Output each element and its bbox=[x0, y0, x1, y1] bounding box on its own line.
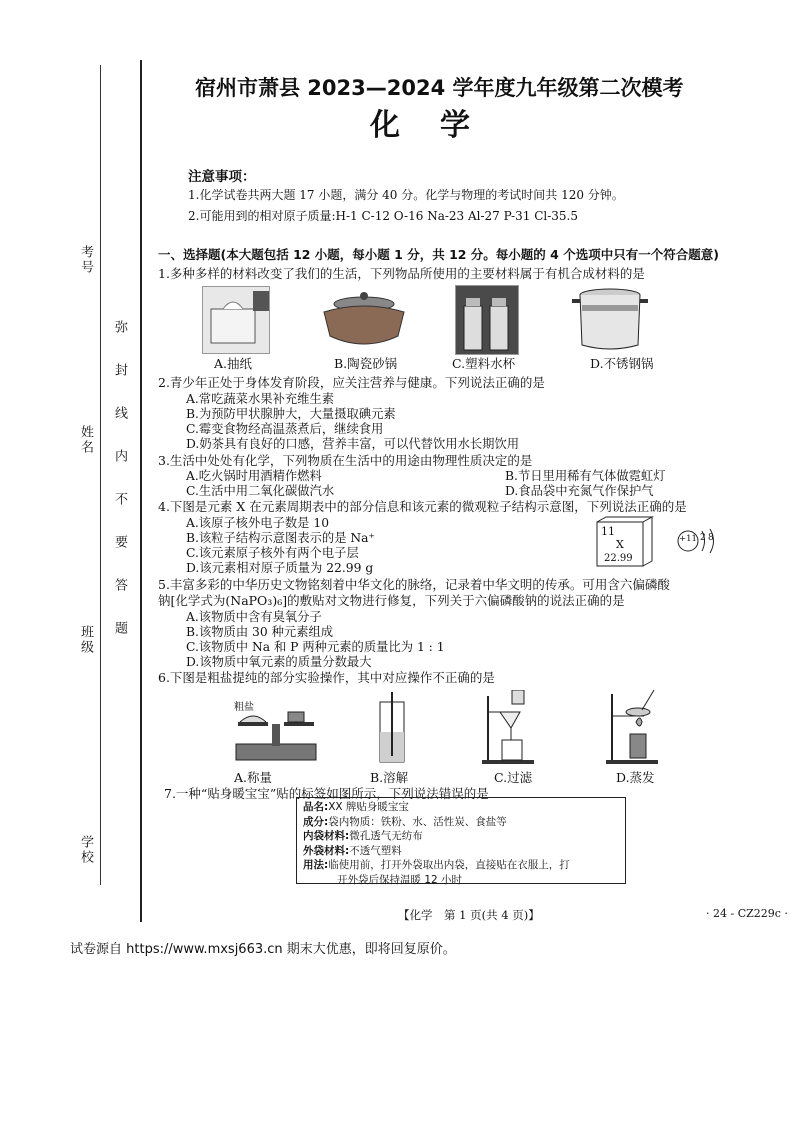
class-label: 班级 bbox=[78, 625, 93, 655]
q3-stem: 3.生活中处处有化学，下列物质在生活中的用途由物理性质决定的是 bbox=[158, 453, 533, 468]
q5-option-d: D.该物质中氧元素的质量分数最大 bbox=[186, 655, 372, 669]
label-row-usage: 用法:临使用前，打开外袋取出内袋，直接贴在衣服上，打 bbox=[303, 859, 570, 871]
q5-stem-line2: 钠[化学式为(NaPO₃)₆]的敷贴对文物进行修复，下列关于六偏磷酸钠的说法正确的是 bbox=[158, 593, 625, 608]
q5-option-b: B.该物质由 30 种元素组成 bbox=[186, 625, 334, 639]
label-row-inner-bag: 内袋材料:微孔透气无纺布 bbox=[303, 830, 423, 842]
q6-option-a: A.称量 bbox=[234, 770, 273, 785]
q3-option-d: D.食品袋中充氮气作保护气 bbox=[505, 484, 654, 498]
periodic-cell bbox=[596, 516, 654, 568]
coarse-salt-label: 粗盐 bbox=[234, 702, 254, 713]
label-row-name: 品名:XX 牌贴身暖宝宝 bbox=[303, 801, 409, 813]
label-row-usage-cont: 开外袋后保持温暖 12 小时 bbox=[337, 873, 463, 886]
label-row-ingredients: 成分:袋内物质：铁粉、水、活性炭、食盐等 bbox=[303, 815, 507, 828]
q3-option-c: C.生活中用二氧化碳做汽水 bbox=[186, 484, 335, 498]
note-1: 1.化学试卷共两大题 17 小题，满分 40 分。化学与物理的考试时间共 120 分钟。 bbox=[188, 188, 624, 202]
q7-stem: 7.一种“贴身暖宝宝”贴的标签如图所示，下列说法错误的是 bbox=[164, 786, 489, 801]
q1-option-c: C.塑料水杯 bbox=[452, 356, 516, 371]
q6-option-d: D.蒸发 bbox=[616, 770, 655, 785]
label-row-outer-bag: 外袋材料:不透气塑料 bbox=[303, 844, 402, 857]
school-label: 学校 bbox=[78, 835, 93, 865]
atom-structure-diagram bbox=[676, 528, 726, 554]
q3-option-a: A.吃火锅时用酒精作燃料 bbox=[186, 469, 322, 483]
atomic-mass: 22.99 bbox=[604, 553, 633, 564]
q1-option-b: B.陶瓷砂锅 bbox=[334, 356, 398, 371]
q6-stem: 6.下图是粗盐提纯的部分实验操作，其中对应操作不正确的是 bbox=[158, 670, 495, 685]
q5-option-c: C.该物质中 Na 和 P 两种元素的质量比为 1 : 1 bbox=[186, 640, 445, 654]
source-note: 试卷源自 https://www.mxsj663.cn 期末大优惠，即将回复原价。 bbox=[70, 942, 456, 957]
atomic-number: 11 bbox=[601, 525, 615, 538]
q4-option-c: C.该元素原子核外有两个电子层 bbox=[186, 546, 359, 560]
section-heading: 一、选择题(本大题包括 12 小题，每小题 1 分，共 12 分。每小题的 4 个选项中只有一个符合题意) bbox=[158, 247, 719, 262]
name-label: 姓名 bbox=[78, 425, 93, 455]
q2-option-c: C.霉变食物经高温蒸煮后，继续食用 bbox=[186, 422, 384, 436]
q2-option-b: B.为预防甲状腺肿大，大量摄取碘元素 bbox=[186, 407, 396, 421]
nucleus-charge: +11 bbox=[679, 534, 697, 544]
q1-option-d: D.不锈钢锅 bbox=[590, 356, 654, 371]
page-footer: 【化学 第 1 页(共 4 页)】 bbox=[398, 908, 540, 922]
q3-option-b: B.节日里用稀有气体做霓虹灯 bbox=[505, 469, 666, 483]
q1-option-a: A.抽纸 bbox=[214, 356, 253, 371]
q4-option-d: D.该元素相对原子质量为 22.99 g bbox=[186, 561, 374, 575]
q6-option-c: C.过滤 bbox=[494, 770, 533, 785]
shell-1-electrons: 2 bbox=[700, 533, 706, 543]
dissolve-diagram bbox=[368, 692, 416, 766]
binding-line-inner bbox=[140, 60, 142, 922]
tissue-image bbox=[202, 286, 270, 354]
q4-option-a: A.该原子核外电子数是 10 bbox=[186, 516, 330, 530]
q2-option-d: D.奶茶具有良好的口感，营养丰富，可以代替饮用水长期饮用 bbox=[186, 437, 520, 451]
evaporate-diagram bbox=[606, 688, 658, 766]
notes-title: 注意事项： bbox=[188, 169, 256, 185]
exam-title: 宿州市萧县 2023—2024 学年度九年级第二次模考 bbox=[195, 76, 684, 100]
filter-diagram bbox=[480, 690, 536, 766]
q6-option-b: B.溶解 bbox=[370, 770, 409, 785]
subject-title: 化学 bbox=[370, 108, 510, 143]
clay-pot-image bbox=[318, 290, 410, 350]
q1-stem: 1.多种多样的材料改变了我们的生活，下列物品所使用的主要材料属于有机合成材料的是 bbox=[158, 266, 645, 281]
steel-pot-image bbox=[572, 285, 648, 353]
seal-warning: 弥封线内不要答题 bbox=[112, 320, 127, 664]
hand-warmer-label bbox=[296, 797, 626, 884]
element-symbol: X bbox=[616, 538, 624, 551]
q4-option-b: B.该粒子结构示意图表示的是 Na⁺ bbox=[186, 531, 375, 545]
shell-2-electrons: 8 bbox=[708, 533, 714, 543]
paper-code: · 24 - CZ229c · bbox=[706, 907, 788, 920]
q5-option-a: A.该物质中含有臭氧分子 bbox=[186, 610, 322, 624]
q5-stem-line1: 5.丰富多彩的中华历史文物铭刻着中华文化的脉络，记录着中华文明的传承。可用含六偏磷酸 bbox=[158, 577, 670, 592]
q2-stem: 2.青少年正处于身体发育阶段，应关注营养与健康。下列说法正确的是 bbox=[158, 375, 545, 390]
note-2: 2.可能用到的相对原子质量:H-1 C-12 O-16 Na-23 Al-27 P-31 Cl-35.5 bbox=[188, 209, 578, 223]
q4-stem: 4.下图是元素 X 在元素周期表中的部分信息和该元素的微观粒子结构示意图，下列说法正确的是 bbox=[158, 499, 687, 514]
plastic-cup-image bbox=[455, 285, 519, 355]
balance-diagram bbox=[228, 694, 324, 764]
binding-line-outer bbox=[100, 65, 101, 885]
q2-option-a: A.常吃蔬菜水果补充维生素 bbox=[186, 392, 335, 406]
exam-no-label: 考号 bbox=[78, 245, 93, 275]
